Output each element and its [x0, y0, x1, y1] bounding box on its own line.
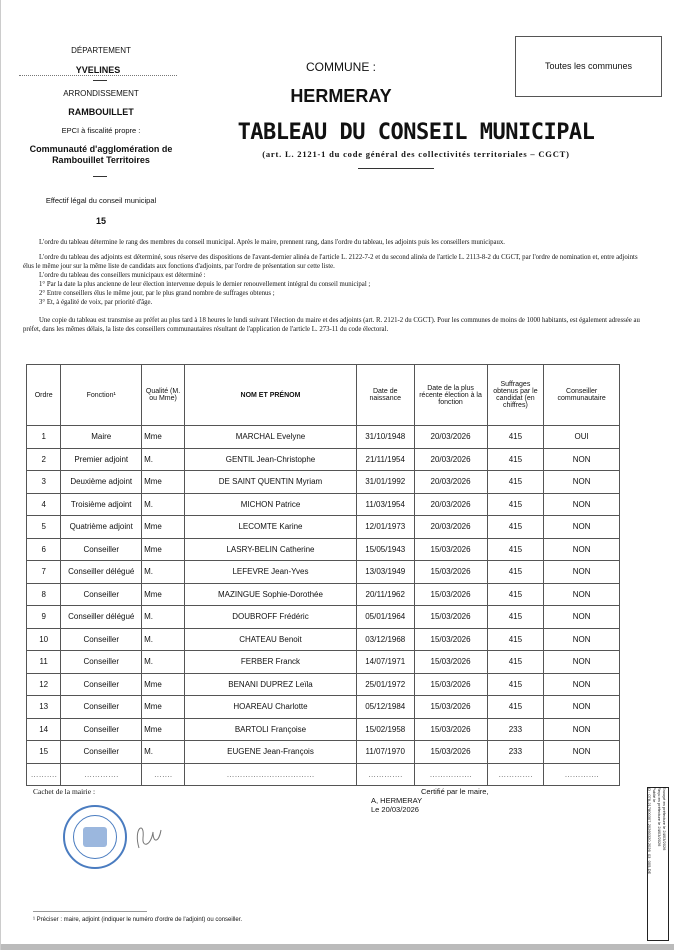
intro-paragraph: Une copie du tableau est transmise au préfet au plus tard à 18 heures le lundi suivant l'élection du maire et des adjoints (art. R. 2121-2 du CGCT). Pour les communes de moins de 1000 habitants, est également adressée au préfet, dans les mêmes délais, la liste des conseillers communautaires résultant de l'application de l'article L. 273-11 du code électoral.: [23, 317, 640, 333]
acte-line: Envoyé en préfecture le 24/03/2026: [662, 787, 667, 851]
table-cell: 15/03/2026: [414, 718, 487, 741]
intro-text: [23, 238, 648, 334]
table-cell: NON: [544, 561, 620, 584]
table-cell: BENANI DUPREZ Leïla: [185, 673, 357, 696]
table-cell: 415: [487, 561, 544, 584]
table-row: [27, 516, 620, 539]
table-cell: Troisième adjoint: [61, 493, 142, 516]
table-cell: 15/03/2026: [414, 696, 487, 719]
table-cell: NON: [544, 538, 620, 561]
certifie-lieu: A, HERMERAY: [371, 796, 423, 805]
table-cell: MAZINGUE Sophie-Dorothée: [185, 583, 357, 606]
table-cell: 1: [27, 426, 61, 449]
table-cell: Conseiller: [61, 583, 142, 606]
commune-label: COMMUNE :: [306, 60, 376, 74]
page-subtitle: (art. L. 2121-1 du code général des collectivités territoriales – CGCT): [262, 149, 570, 159]
table-cell: 12/01/1973: [356, 516, 414, 539]
table-cell: Mme: [142, 426, 185, 449]
table-cell: 21/11/1954: [356, 448, 414, 471]
table-cell: ………….: [544, 763, 620, 786]
effectif-label: Effectif légal du conseil municipal: [45, 196, 157, 205]
certifie-label: Certifié par le maire,: [421, 787, 489, 796]
table-cell: 11/03/1954: [356, 493, 414, 516]
table-cell: NON: [544, 493, 620, 516]
table-cell: 15/03/2026: [414, 651, 487, 674]
table-cell: 233: [487, 718, 544, 741]
table-cell: 14: [27, 718, 61, 741]
table-cell: 05/12/1984: [356, 696, 414, 719]
table-cell: LASRY-BELIN Catherine: [185, 538, 357, 561]
table-cell: 20/03/2026: [414, 426, 487, 449]
table-row: [27, 651, 620, 674]
table-cell: M.: [142, 448, 185, 471]
signature: [131, 818, 165, 854]
table-row: [27, 426, 620, 449]
acte-line: Publié le: [652, 787, 657, 803]
arrondissement: RAMBOUILLET: [68, 107, 134, 117]
table-cell: Mme: [142, 583, 185, 606]
table-cell: ……………………………: [185, 763, 357, 786]
departement: YVELINES: [19, 65, 177, 76]
table-cell: 6: [27, 538, 61, 561]
table-cell: ………….: [487, 763, 544, 786]
table-cell: 12: [27, 673, 61, 696]
table-cell: …….: [142, 763, 185, 786]
intro-paragraph: L'ordre du tableau des adjoints est déterminé, sous réserve des dispositions de l'avant-dernier alinéa de l'article L. 2122-7-2 et du second alinéa de l'article L. 2113-8-2 du CGCT, par l'ordre de nomination et, entre adjoints élus le même jour sur la même liste de candidats aux fonctions d'adjoints, par l'ordre de présentation sur cette liste.: [23, 254, 638, 270]
cachet-label: Cachet de la mairie :: [33, 787, 96, 796]
table-cell: 415: [487, 493, 544, 516]
table-cell: Conseiller: [61, 538, 142, 561]
table-cell: …………….: [414, 763, 487, 786]
table-row: [27, 741, 620, 764]
table-cell: 415: [487, 538, 544, 561]
column-header: Qualité (M. ou Mme): [142, 365, 185, 426]
table-cell: 9: [27, 606, 61, 629]
table-cell: 415: [487, 448, 544, 471]
table-cell: 4: [27, 493, 61, 516]
table-cell: 13: [27, 696, 61, 719]
table-cell: Mme: [142, 673, 185, 696]
table-cell: GENTIL Jean-Christophe: [185, 448, 357, 471]
table-cell: Conseiller délégué: [61, 606, 142, 629]
table-cell: 415: [487, 651, 544, 674]
table-cell: 20/11/1962: [356, 583, 414, 606]
table-cell: Deuxième adjoint: [61, 471, 142, 494]
table-row: [27, 718, 620, 741]
table-cell: 2: [27, 448, 61, 471]
table-cell: EUGENE Jean-François: [185, 741, 357, 764]
table-cell: NON: [544, 673, 620, 696]
table-cell: DE SAINT QUENTIN Myriam: [185, 471, 357, 494]
intro-paragraph: 3° Et, à égalité de voix, par priorité d'âge.: [39, 299, 153, 306]
table-row: [27, 696, 620, 719]
table-cell: Mme: [142, 718, 185, 741]
column-header: NOM ET PRÉNOM: [185, 365, 357, 426]
table-cell: LEFEVRE Jean-Yves: [185, 561, 357, 584]
table-cell: 14/07/1971: [356, 651, 414, 674]
table-cell: Conseiller délégué: [61, 561, 142, 584]
table-cell: 15/05/1943: [356, 538, 414, 561]
table-cell: ……….: [27, 763, 61, 786]
table-cell: NON: [544, 448, 620, 471]
certification: [371, 787, 489, 814]
table-cell: ………….: [356, 763, 414, 786]
table-cell: 3: [27, 471, 61, 494]
table-cell: Mme: [142, 538, 185, 561]
table-cell: NON: [544, 741, 620, 764]
table-row: [27, 583, 620, 606]
departement-label: DÉPARTEMENT: [71, 46, 131, 55]
page-title: TABLEAU DU CONSEIL MUNICIPAL: [237, 120, 595, 145]
table-cell: 25/01/1972: [356, 673, 414, 696]
table-row: [27, 606, 620, 629]
table-cell: 415: [487, 471, 544, 494]
table-cell: 15: [27, 741, 61, 764]
table-cell: ………….: [61, 763, 142, 786]
table-cell: 05/01/1964: [356, 606, 414, 629]
acte-line: ID : 078-217800307-20260320-2026_03_005-DE: [647, 787, 652, 875]
table-cell: OUI: [544, 426, 620, 449]
column-header: Ordre: [27, 365, 61, 426]
table-cell: FERBER Franck: [185, 651, 357, 674]
footnote: ¹ Préciser : maire, adjoint (indiquer le numéro d'ordre de l'adjoint) ou conseiller.: [33, 917, 243, 923]
table-cell: MICHON Patrice: [185, 493, 357, 516]
table-cell: 20/03/2026: [414, 516, 487, 539]
table-cell: 20/03/2026: [414, 448, 487, 471]
table-cell: M.: [142, 651, 185, 674]
table-cell: MARCHAL Evelyne: [185, 426, 357, 449]
table-row: [27, 538, 620, 561]
table-cell: 31/10/1948: [356, 426, 414, 449]
table-cell: 7: [27, 561, 61, 584]
epci-label: EPCI à fiscalité propre :: [61, 126, 141, 135]
table-cell: M.: [142, 628, 185, 651]
table-cell: 10: [27, 628, 61, 651]
intro-paragraph: L'ordre du tableau des conseillers municipaux est déterminé :: [39, 272, 206, 279]
table-cell: 31/01/1992: [356, 471, 414, 494]
table-cell: M.: [142, 606, 185, 629]
table-cell: Conseiller: [61, 741, 142, 764]
table-cell: Conseiller: [61, 696, 142, 719]
epci: Communauté d'agglomération de Rambouillet Territoires: [29, 144, 173, 165]
empty-row: [27, 763, 620, 786]
table-cell: 415: [487, 516, 544, 539]
council-table: [26, 364, 620, 786]
column-header: Date de naissance: [356, 365, 414, 426]
table-cell: Conseiller: [61, 628, 142, 651]
table-cell: 11: [27, 651, 61, 674]
intro-paragraph: 2° Entre conseillers élus le même jour, par le plus grand nombre de suffrages obtenus ;: [39, 290, 275, 297]
table-cell: M.: [142, 493, 185, 516]
column-header: Date de la plus récente élection à la fonction: [414, 365, 487, 426]
table-cell: NON: [544, 628, 620, 651]
table-cell: M.: [142, 561, 185, 584]
table-cell: CHATEAU Benoit: [185, 628, 357, 651]
table-cell: 11/07/1970: [356, 741, 414, 764]
table-cell: 20/03/2026: [414, 471, 487, 494]
table-cell: Mme: [142, 471, 185, 494]
acte-text: [647, 787, 667, 939]
table-row: [27, 673, 620, 696]
table-cell: 15/02/1958: [356, 718, 414, 741]
table-row: [27, 493, 620, 516]
commune-box: [515, 36, 662, 97]
arrondissement-label: ARRONDISSEMENT: [63, 89, 139, 98]
intro-paragraph: 1° Par la date la plus ancienne de leur élection intervenue depuis le dernier renouvellement intégral du conseil municipal ;: [39, 281, 371, 288]
table-cell: 5: [27, 516, 61, 539]
table-cell: 15/03/2026: [414, 538, 487, 561]
scan-edge: [1, 944, 674, 950]
table-cell: NON: [544, 718, 620, 741]
table-row: [27, 561, 620, 584]
table-cell: 415: [487, 606, 544, 629]
table-cell: 13/03/1949: [356, 561, 414, 584]
table-cell: NON: [544, 651, 620, 674]
table-row: [27, 448, 620, 471]
table-cell: 415: [487, 628, 544, 651]
table-cell: Conseiller: [61, 718, 142, 741]
table-row: [27, 628, 620, 651]
certifie-date: Le 20/03/2026: [371, 805, 419, 814]
table-cell: Mme: [142, 696, 185, 719]
table-cell: 415: [487, 673, 544, 696]
table-cell: M.: [142, 741, 185, 764]
table-cell: 15/03/2026: [414, 741, 487, 764]
mairie-stamp: [63, 805, 127, 869]
table-cell: NON: [544, 516, 620, 539]
commune-box-text: Toutes les communes: [544, 61, 633, 71]
table-cell: 415: [487, 426, 544, 449]
column-header: Conseiller communautaire: [544, 365, 620, 426]
table-cell: NON: [544, 583, 620, 606]
column-header: Suffrages obtenus par le candidat (en chiffres): [487, 365, 544, 426]
table-cell: DOUBROFF Frédéric: [185, 606, 357, 629]
table-cell: 15/03/2026: [414, 673, 487, 696]
column-header: Fonction¹: [61, 365, 142, 426]
table-cell: Premier adjoint: [61, 448, 142, 471]
effectif: 15: [95, 216, 106, 226]
table-cell: Conseiller: [61, 651, 142, 674]
table-cell: 03/12/1968: [356, 628, 414, 651]
table-cell: 15/03/2026: [414, 561, 487, 584]
table-cell: 415: [487, 696, 544, 719]
table-cell: Mme: [142, 516, 185, 539]
acte-line: Reçu en préfecture le 24/03/2026: [657, 787, 662, 847]
intro-paragraph: L'ordre du tableau détermine le rang des membres du conseil municipal. Après le maire, prennent rang, dans l'ordre du tableau, les adjoints puis les conseillers municipaux.: [39, 239, 506, 246]
table-cell: NON: [544, 696, 620, 719]
commune-name: HERMERAY: [290, 86, 392, 106]
table-cell: 20/03/2026: [414, 493, 487, 516]
table-cell: 233: [487, 741, 544, 764]
table-cell: Maire: [61, 426, 142, 449]
table-cell: Quatrième adjoint: [61, 516, 142, 539]
table-cell: NON: [544, 606, 620, 629]
table-cell: 415: [487, 583, 544, 606]
table-cell: BARTOLI Françoise: [185, 718, 357, 741]
table-cell: LECOMTE Karine: [185, 516, 357, 539]
table-cell: Conseiller: [61, 673, 142, 696]
table-cell: NON: [544, 471, 620, 494]
table-cell: 15/03/2026: [414, 583, 487, 606]
table-cell: 15/03/2026: [414, 606, 487, 629]
table-cell: HOAREAU Charlotte: [185, 696, 357, 719]
table-cell: 8: [27, 583, 61, 606]
table-row: [27, 471, 620, 494]
table-cell: 15/03/2026: [414, 628, 487, 651]
